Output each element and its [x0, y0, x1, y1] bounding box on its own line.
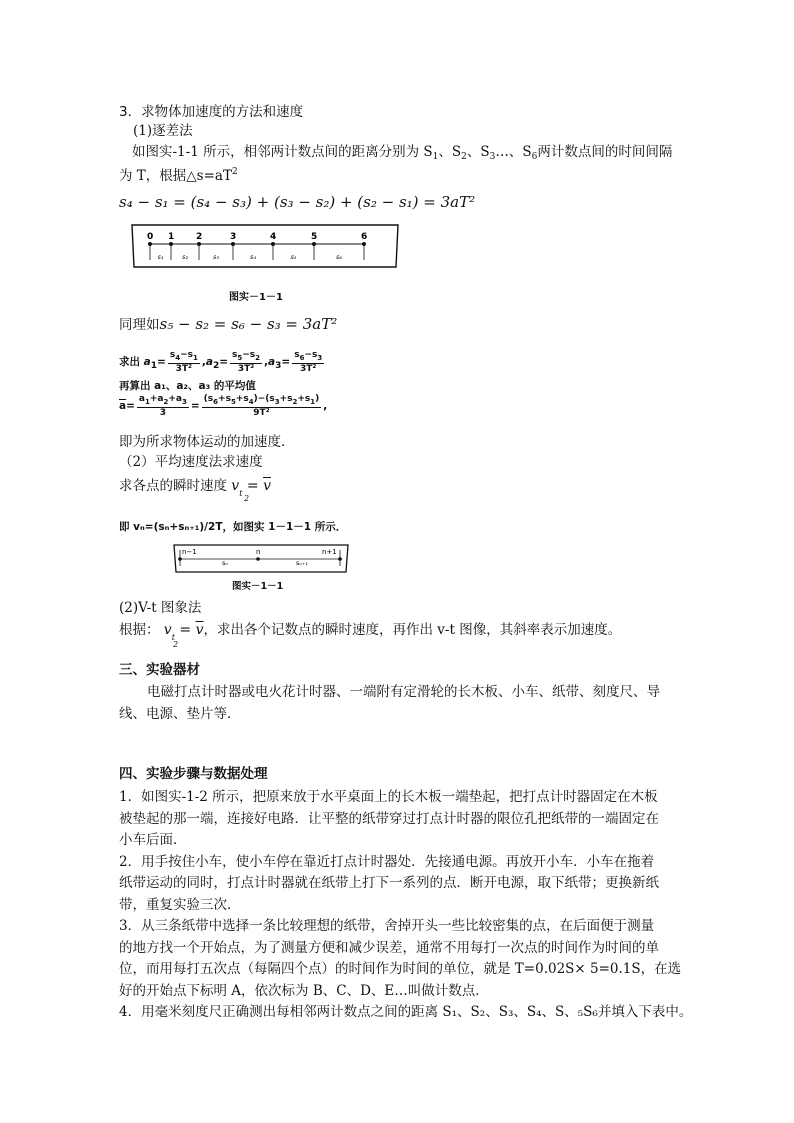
tape-point-label-3: 3: [230, 232, 237, 242]
figure1-caption: 图实－1－1: [229, 292, 283, 303]
avg-label: 再算出 a₁、a₂、a₃ 的平均值: [119, 380, 256, 392]
step-line: 1．如图实-1-2 所示，把原来放于水平桌面上的长木板一端垫起，把打点计时器固定在木板: [119, 789, 658, 805]
step-line: 带，重复实验三次．: [119, 896, 241, 913]
method1-text-a: 如图实-1-1 所示，相邻两计数点间的距离分别为 S: [132, 144, 433, 160]
step-line: 好的开始点下标明 A，依次标为 B、C、D、E…叫做计数点．: [119, 982, 489, 999]
fig2-right-label: n+1: [322, 548, 337, 556]
tape-point-5: [312, 242, 316, 246]
section3-title: 三、实验器材: [119, 662, 200, 678]
denominator-3: 2: [173, 640, 179, 649]
method3-title: (2)V-t 图象法: [119, 600, 202, 616]
figure-tape-2: [172, 542, 352, 576]
step-line: 2．用手按住小车，使小车停在靠近打点计时器处．先接通电源。再放开小车．小车在拖着: [119, 853, 655, 870]
method2-title: （2）平均速度法求速度: [119, 454, 263, 470]
tape-point-2: [197, 242, 201, 246]
equation-2-prefix: 同理如: [119, 317, 160, 333]
tape-point-4: [271, 242, 275, 246]
step-line: 小车后面．: [119, 832, 187, 848]
method1-text-line1: 如图实-1-1 所示，相邻两计数点间的距离分别为 $S_1$、$S_2$、$S_3\dots$、$S_6$两计数点间的时间间隔: [132, 144, 673, 162]
tape-segment-2: s₂: [182, 253, 188, 261]
equation-2: s₅ − s₂ = s₆ − s₃ = 3aT²: [159, 315, 338, 333]
step-line: 4．用毫米刻度尺正确测出每相邻两计数点之间的距离 S₁、S₂、S₃、S₄、S、₅S₆并填入下表中。: [119, 1004, 693, 1020]
solve-prefix: 求出: [119, 355, 140, 368]
conclusion: 即为所求物体运动的加速度．: [119, 434, 295, 450]
tape-point-1: [169, 242, 173, 246]
method3-text-a: 根据：: [119, 622, 160, 638]
solve-line: 求出 a1= $\frac{s_4-s_1}{\text{3T²}}$ ,a2= $\frac{s_5-s_2}{\text{3T²}}$ ,a3= $\frac{s_6-s_3}{\text{3T²}}$: [119, 350, 323, 374]
tape-point-label-6: 6: [361, 232, 368, 242]
tape-point-0: [148, 242, 152, 246]
heading-method: 3．求物体加速度的方法和速度: [119, 104, 304, 120]
step-line: 纸带运动的同时，打点计时器就在纸带上打下一系列的点．断开电源，取下纸带；更换新纸: [119, 875, 659, 891]
avg-formula: $\overline{a}=$ $\frac{a_1+a_2+a_3}{3}$ = $\frac{(s_6+s_5+s_4)-(s_3+s_2+s_1)}{\text{9T²}}$ ,: [119, 394, 328, 418]
equation-1: s₄ − s₁ = (s₄ − s₃) + (s₃ − s₂) + (s₂ − s₁) = 3aT²: [119, 193, 476, 211]
fig2-seg-left: sₙ: [222, 559, 228, 567]
fig2-seg-right: sₙ₊₁: [296, 559, 309, 567]
vn-formula: 即 vₙ=(sₙ+sₙ₊₁)/2T，如图实 1－1－1 所示．: [119, 521, 347, 533]
tape-point-3: [231, 242, 235, 246]
method2-text: 求各点的瞬时速度: [119, 478, 227, 494]
tape-point-label-4: 4: [270, 232, 277, 242]
fig2-mid-label: n: [256, 548, 261, 556]
method3-text-b: ，求出各个记数点的瞬时速度，再作出 v-t 图像，其斜率表示加速度。: [203, 622, 622, 638]
method1-text-c: 为 T，根据△s=aT: [119, 168, 232, 184]
method1-title: (1)逐差法: [133, 123, 193, 139]
tape-segment-4: s₄: [250, 253, 256, 261]
step-line: 位，而用每打五次点（每隔四个点）的时间作为时间的单位，就是 T=0.02S× 5=0.1S，在选: [119, 961, 682, 977]
step-line: 被垫起的那一端，连接好电路．让平整的纸带穿过打点计时器的限位孔把纸带的一端固定在: [119, 810, 659, 827]
denominator-2: 2: [244, 494, 250, 503]
figure2-caption: 图实－1－1: [232, 581, 284, 592]
step-line: 3．从三条纸带中选择一条比较理想的纸带，舍掉开头一些比较密集的点，在后面便于测量: [119, 918, 655, 934]
tape-point-label-0: 0: [147, 232, 154, 242]
tape-point-label-1: 1: [168, 232, 175, 242]
method3-line: 根据： $v_t = \overline{v}$，求出各个记数点的瞬时速度，再作出 v-t 图像，其斜率表示加速度。: [119, 622, 622, 642]
section3-line2: 线、电源、垫片等．: [119, 706, 241, 722]
equation-2-line: [119, 314, 337, 335]
section4-title: 四、实验步骤与数据处理: [119, 766, 268, 782]
tape-segment-3: s₃: [213, 253, 219, 261]
method1-text-b: 两计数点间的时间间隔: [537, 144, 673, 160]
section3-line1: 电磁打点计时器或电火花计时器、一端附有定滑轮的长木板、小车、纸带、刻度尺、导: [147, 684, 660, 700]
fig2-left-label: n−1: [182, 548, 197, 556]
tape-segment-1: s₁: [157, 253, 164, 261]
figure-tape-1: [130, 222, 402, 270]
tape-segment-5: s₅: [290, 253, 297, 261]
step-line: 的地方找一个开始点，为了测量方便和减少误差，通常不用每打一次点的时间作为时间的单: [119, 939, 659, 956]
tape-segment-6: s₆: [336, 253, 342, 261]
tape-point-label-5: 5: [311, 232, 318, 242]
point-n: [256, 557, 260, 561]
tape-point-label-2: 2: [196, 232, 203, 242]
method1-text-line2: 为 T，根据$\triangle s=aT^2$: [119, 167, 238, 184]
tape-point-6: [362, 242, 366, 246]
method2-line: 求各点的瞬时速度 $v_t = \overline{v}$: [119, 478, 271, 498]
